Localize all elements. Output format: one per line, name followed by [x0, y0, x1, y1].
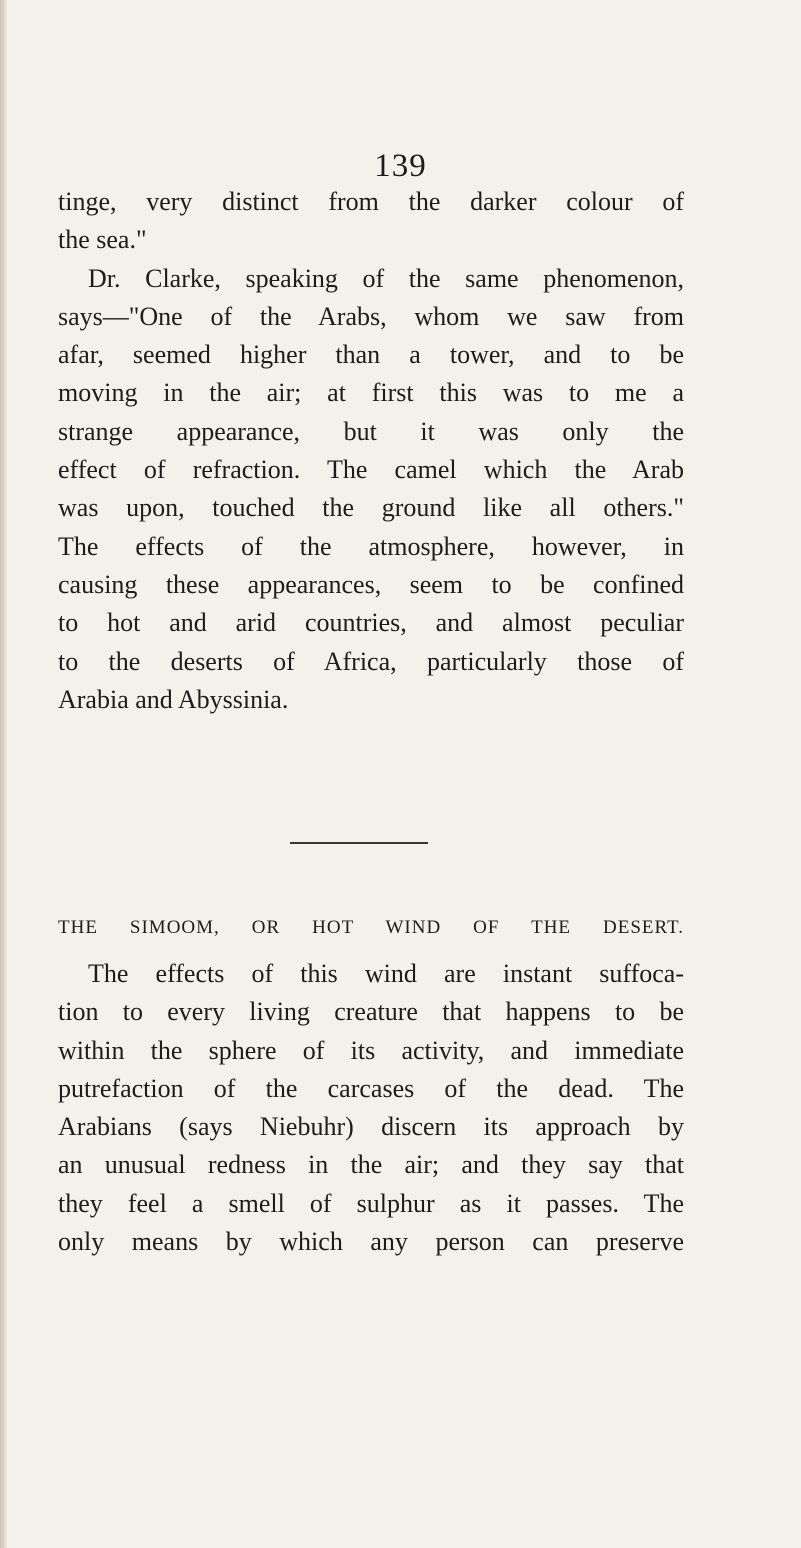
text-line: tion to every living creature that happens to be	[58, 997, 684, 1027]
text-line: moving in the air; at first this was to me a	[58, 378, 684, 408]
section-divider	[290, 842, 428, 844]
section-heading: THE SIMOOM, OR HOT WIND OF THE DESERT.	[58, 917, 684, 938]
text-line: Arabia and Abyssinia.	[58, 684, 289, 714]
text-line: The effects of this wind are instant suffoca-	[88, 959, 684, 988]
text-line: Dr. Clarke, speaking of the same phenomenon,	[88, 263, 684, 293]
body-text-top	[58, 183, 684, 719]
text-line: putrefaction of the carcases of the dead. The	[58, 1073, 684, 1103]
text-line: afar, seemed higher than a tower, and to be	[58, 340, 684, 370]
text-line: tinge, very distinct from the darker colour of	[58, 187, 684, 216]
text-line: strange appearance, but it was only the	[58, 416, 684, 446]
text-line: within the sphere of its activity, and immediate	[58, 1035, 684, 1065]
page-edge-shadow	[0, 0, 7, 1548]
text-line: an unusual redness in the air; and they say that	[58, 1150, 684, 1180]
text-line: to the deserts of Africa, particularly those of	[58, 646, 684, 676]
text-line: says—"One of the Arabs, whom we saw from	[58, 301, 684, 331]
text-line: effect of refraction. The camel which the Arab	[58, 455, 684, 485]
text-line: The effects of the atmosphere, however, in	[58, 531, 684, 561]
text-line: Arabians (says Niebuhr) discern its approach by	[58, 1112, 684, 1142]
text-line: only means by which any person can preserve	[58, 1227, 684, 1257]
text-line: the sea."	[58, 225, 147, 255]
text-line: to hot and arid countries, and almost peculiar	[58, 608, 684, 638]
text-line: was upon, touched the ground like all others."	[58, 493, 684, 523]
page-number: 139	[374, 148, 427, 184]
body-text-bottom	[58, 955, 684, 1261]
text-line: causing these appearances, seem to be confined	[58, 569, 684, 599]
text-line: they feel a smell of sulphur as it passes. The	[58, 1188, 684, 1218]
